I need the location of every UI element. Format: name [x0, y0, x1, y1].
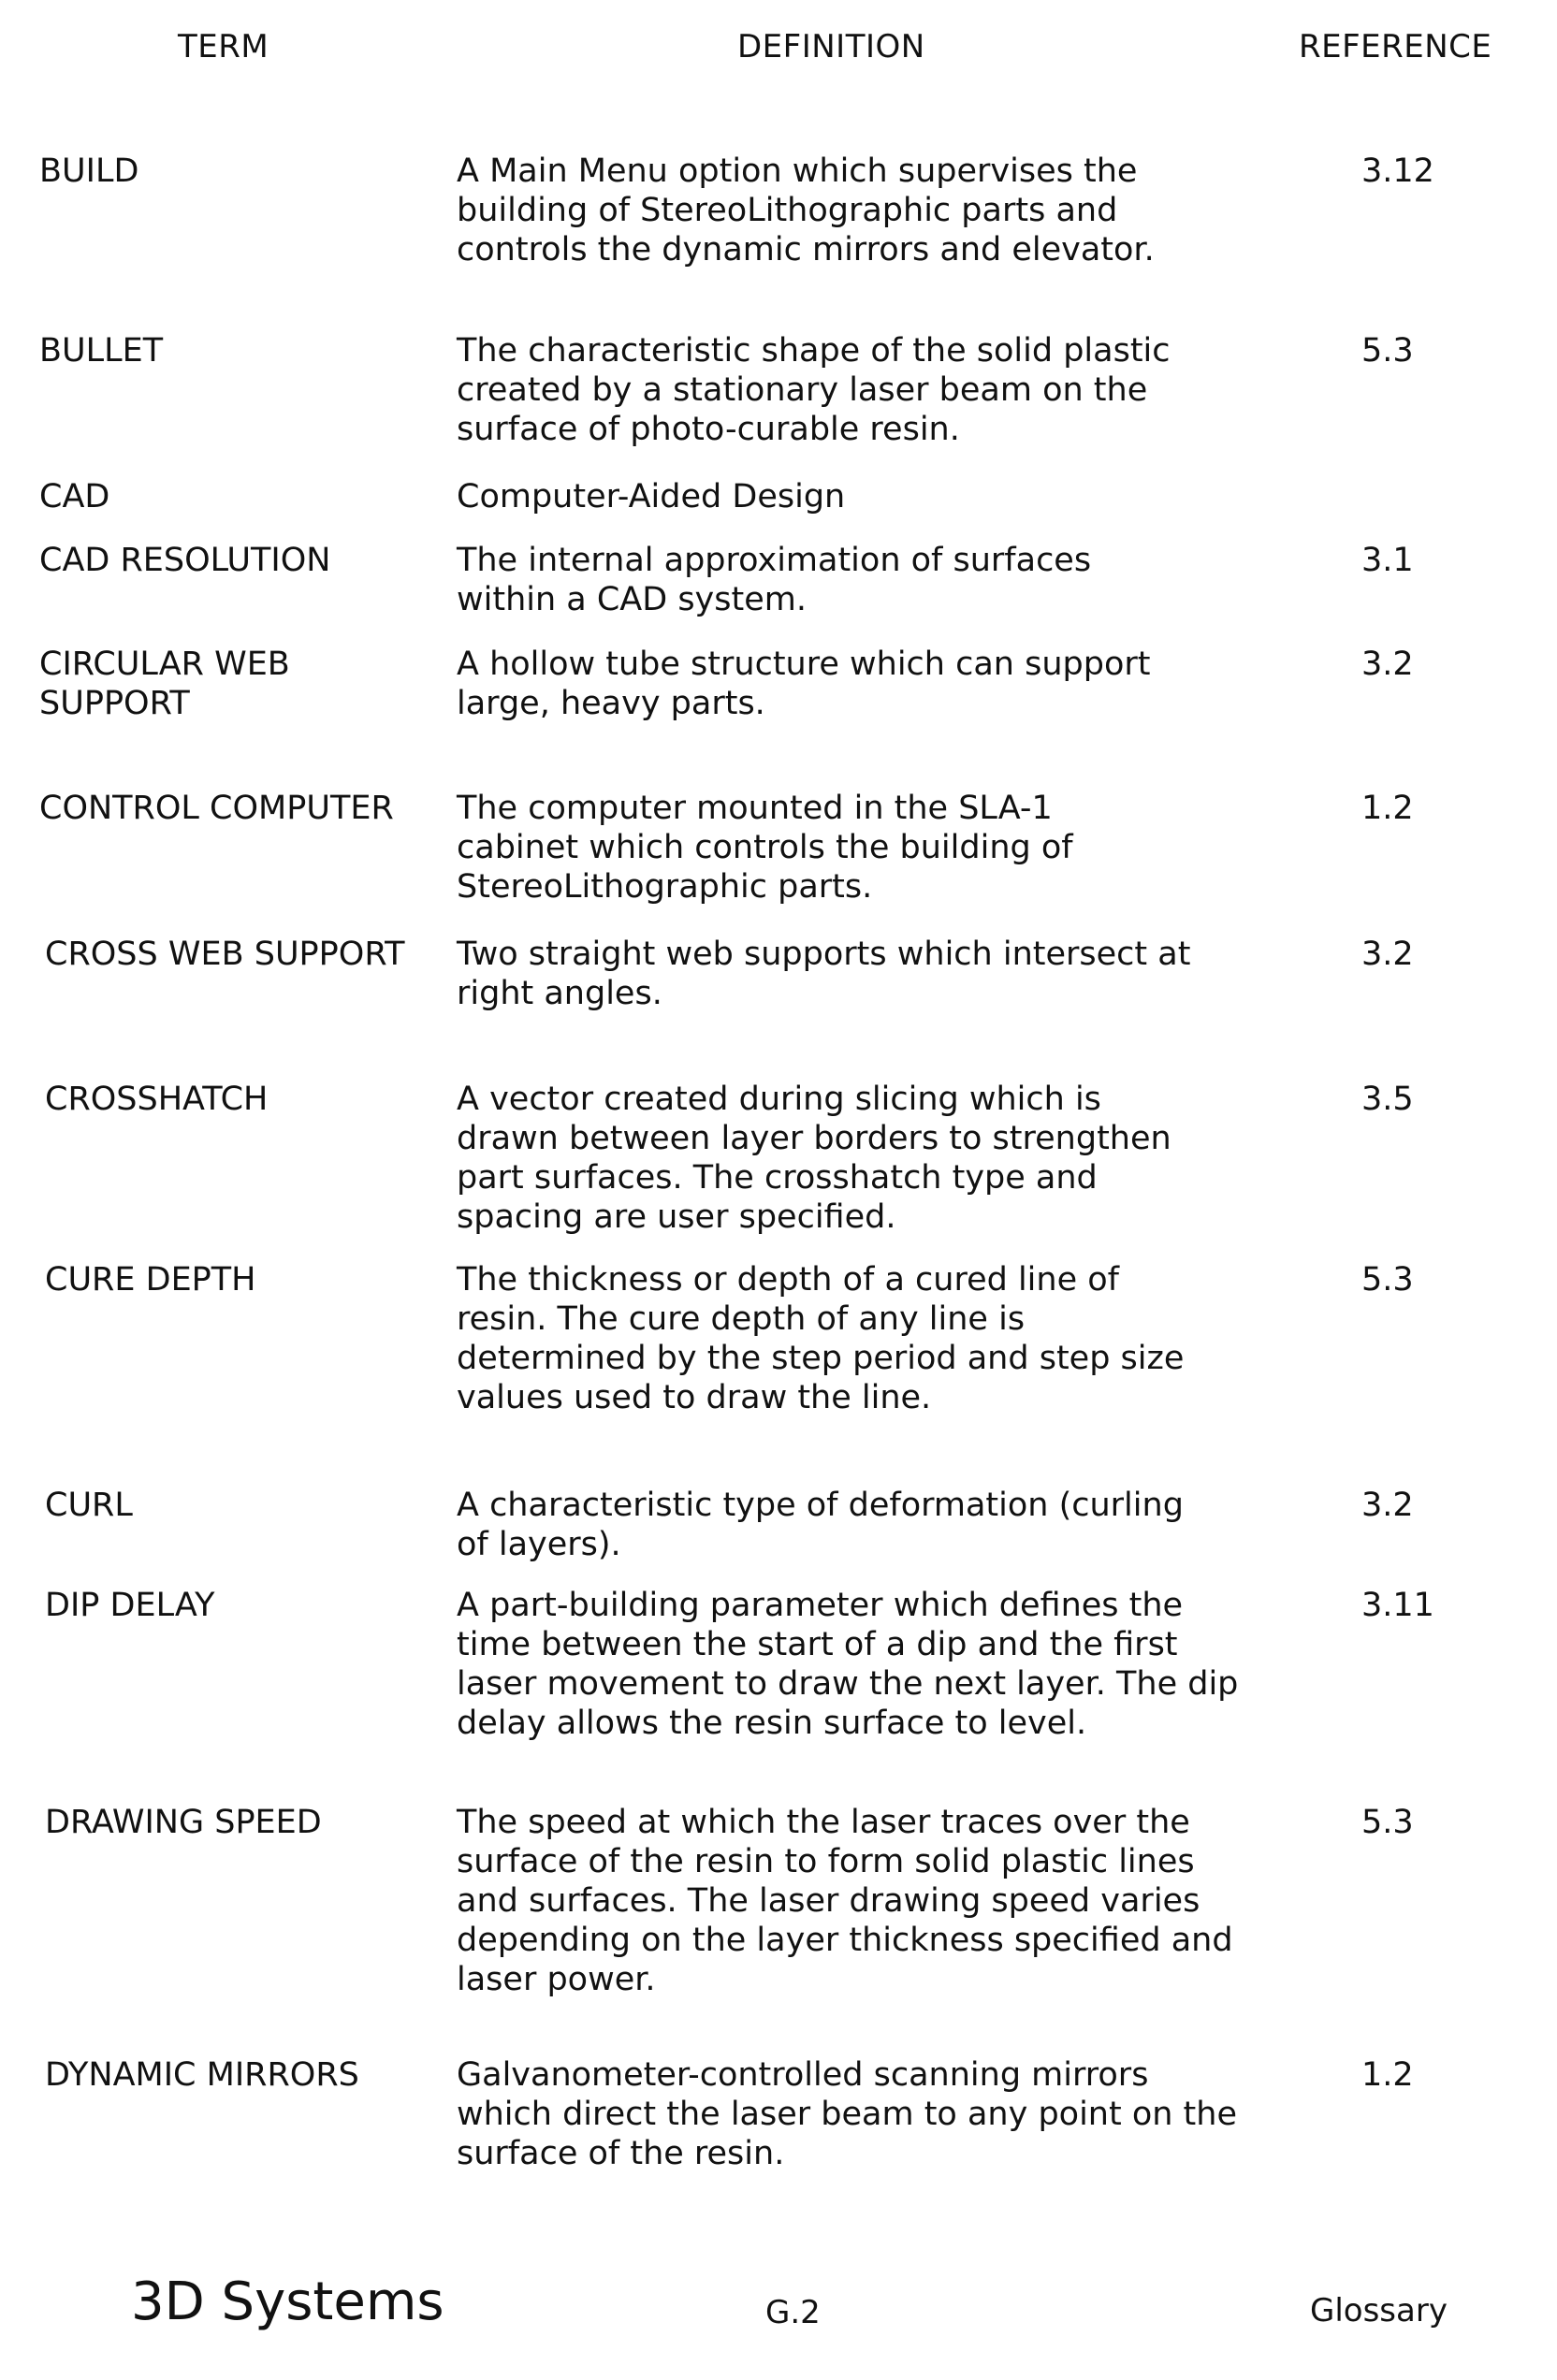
glossary-reference: 3.5	[1361, 1080, 1474, 1119]
glossary-reference: 5.3	[1361, 331, 1474, 370]
footer-section: Glossary	[1310, 2292, 1448, 2329]
glossary-definition: A characteristic type of deformation (curling of layers).	[457, 1486, 1196, 1564]
glossary-definition: The characteristic shape of the solid plastic created by a stationary laser beam on the surface of photo-curable resin.	[457, 331, 1243, 449]
glossary-term: CONTROL COMPUTER	[39, 789, 432, 828]
glossary-term: DIP DELAY	[45, 1586, 438, 1625]
glossary-definition: The internal approximation of surfaces within a CAD system.	[457, 541, 1177, 619]
column-header-reference: REFERENCE	[1299, 28, 1492, 65]
glossary-reference: 1.2	[1361, 789, 1474, 828]
glossary-reference: 3.2	[1361, 645, 1474, 684]
glossary-definition: The computer mounted in the SLA-1 cabinet which controls the building of StereoLithographic parts.	[457, 789, 1177, 907]
glossary-reference: 3.12	[1361, 152, 1474, 191]
glossary-term: CAD	[39, 477, 432, 516]
glossary-term: BUILD	[39, 152, 432, 191]
footer-company: 3D Systems	[131, 2271, 444, 2332]
glossary-definition: The thickness or depth of a cured line of resin. The cure depth of any line is determined by the step period and step size values used to draw the line.	[457, 1260, 1196, 1417]
glossary-term: DRAWING SPEED	[45, 1803, 438, 1842]
glossary-definition: Galvanometer-controlled scanning mirrors which direct the laser beam to any point on the surface of the resin.	[457, 2055, 1243, 2173]
glossary-reference: 3.2	[1361, 935, 1474, 974]
glossary-term: BULLET	[39, 331, 432, 370]
glossary-term: CIRCULAR WEB SUPPORT	[39, 645, 432, 723]
glossary-definition: A part-building parameter which defines the time between the start of a dip and the first laser movement to draw the next layer. The dip delay allows the resin surface to level.	[457, 1586, 1252, 1743]
glossary-term: CURL	[45, 1486, 438, 1525]
glossary-reference: 1.2	[1361, 2055, 1474, 2095]
glossary-reference: 5.3	[1361, 1260, 1474, 1299]
column-header-term: TERM	[178, 28, 269, 65]
glossary-definition: A Main Menu option which supervises the building of StereoLithographic parts and controls the dynamic mirrors and elevator.	[457, 152, 1224, 269]
glossary-definition: A hollow tube structure which can support large, heavy parts.	[457, 645, 1233, 723]
glossary-term: DYNAMIC MIRRORS	[45, 2055, 438, 2095]
glossary-definition: The speed at which the laser traces over the surface of the resin to form solid plastic lines and surfaces. The laser drawing speed varies depending on the layer thickness specified and laser power.	[457, 1803, 1261, 1999]
glossary-term: CURE DEPTH	[45, 1260, 438, 1299]
glossary-definition: Computer-Aided Design	[457, 477, 1243, 516]
glossary-definition: A vector created during slicing which is drawn between layer borders to strengthen part surfaces. The crosshatch type and spacing are user specified.	[457, 1080, 1205, 1237]
glossary-reference: 3.1	[1361, 541, 1474, 580]
glossary-reference: 5.3	[1361, 1803, 1474, 1842]
glossary-term: CAD RESOLUTION	[39, 541, 432, 580]
footer-page-number: G.2	[765, 2294, 821, 2331]
glossary-definition: Two straight web supports which intersect at right angles.	[457, 935, 1243, 1013]
column-header-definition: DEFINITION	[737, 28, 925, 65]
glossary-reference: 3.2	[1361, 1486, 1474, 1525]
glossary-term: CROSSHATCH	[45, 1080, 438, 1119]
glossary-term: CROSS WEB SUPPORT	[45, 935, 438, 974]
glossary-reference: 3.11	[1361, 1586, 1474, 1625]
